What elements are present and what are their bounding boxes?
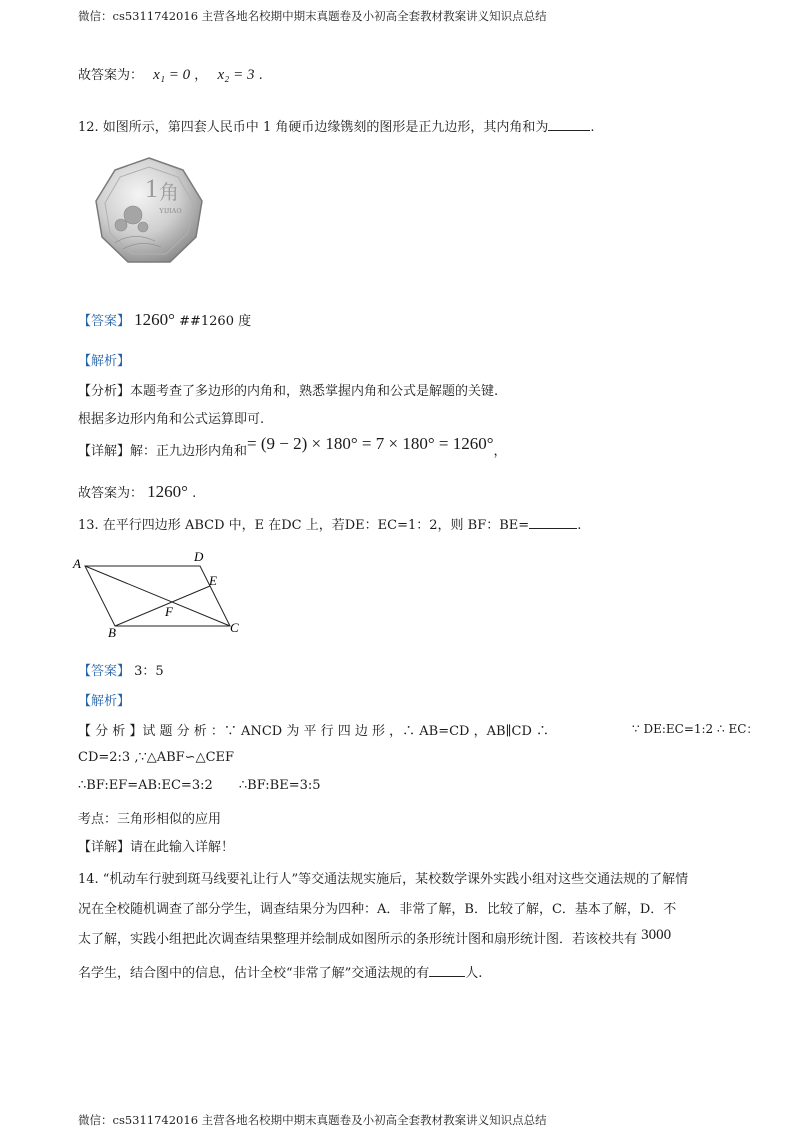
q13-detail: 【详解】请在此输入详解！ [78,840,235,855]
q13-line1: 【 分 析 】试 题 分 析 ：∵ ANCD 为 平 行 四 边 形 ，∴ AB=CD ，AB∥CD ∴ [78,724,550,739]
q14-line1: 14. “机动车行驶到斑马线要礼让行人”等交通法规实施后，某校数学课外实践小组对这些交通法规的了解情 [78,872,689,887]
coin-image [93,155,205,267]
q12-end: . [590,120,595,135]
q12-text: 12. 如图所示，第四套人民币中 1 角硬币边缘镌刻的图形是正九边形，其内角和为 [78,120,549,135]
label-e: E [209,573,217,588]
q14-line4-text: 名学生，结合图中的信息，估计全校“非常了解”交通法规的有 [78,966,430,981]
q12-question [78,116,594,135]
prev-answer-x2: x₂ = 3 [217,67,255,83]
prev-answer-end: . [258,68,263,83]
q13-line1-right: ∵ DE:EC=1:2 ∴ EC： [632,722,759,736]
q13-question [78,514,581,533]
q13-text: 13. 在平行四边形 ABCD 中，E 在DC 上，若DE：EC=1：2，则 BF：BE= [78,518,530,533]
q12-conclusion-end: . [192,486,197,501]
q12-conclusion-prefix: 故答案为： [78,486,144,501]
q13-analysis-tag: 【解析】 [78,694,131,709]
q12-answer-blank[interactable] [548,118,590,131]
q12-detail-line [78,434,507,460]
q13-line3 [78,778,321,793]
q12-answer-line [78,310,251,330]
q13-answer-tag: 【答案】 [78,664,131,679]
q13-line2: CD=2:3 ,∵△ABF∽△CEF [78,750,235,765]
q13-answer-value: 3：5 [134,664,164,679]
label-c: C [230,620,239,635]
label-a: A [73,556,81,571]
q13-answer-blank[interactable] [529,516,577,529]
label-b: B [108,625,116,640]
prev-answer-sep: ， [194,68,208,83]
q14-answer-blank[interactable] [429,964,465,977]
q12-conclusion-value: 1260° [147,482,188,501]
parallelogram-figure [70,548,245,640]
q13-kaodian: 考点：三角形相似的应用 [78,812,222,827]
coin-pinyin: YIJIAO [159,207,182,215]
q14-line2: 况在全校随机调查了部分学生，调查结果分为四种：A．非常了解，B．比较了解，C．基本了解，D．不 [78,902,677,917]
q13-end: . [577,518,582,533]
page-footer: 微信：cs5311742016 主营各地名校期中期末真题卷及小初高全套教材教案讲义知识点总结 [78,1113,547,1127]
q12-conclusion [78,482,196,502]
q14-line4-end: 人. [465,966,483,981]
q12-fenxi: 【分析】本题考查了多边形的内角和，熟悉掌握内角和公式是解题的关键. [78,384,499,399]
coin-number: 1 [145,174,158,203]
coin-figure [93,155,205,267]
page-header: 微信：cs5311742016 主营各地名校期中期末真题卷及小初高全套教材教案讲义知识点总结 [78,9,547,23]
parallelogram-svg [70,548,245,640]
q13-line3b: ∴BF:BE=3:5 [238,778,321,793]
prev-answer-prefix: 故答案为： [78,68,144,83]
q14-line3-text: 太了解，实践小组把此次调查结果整理并绘制成如图所示的条形统计图和扇形统计图．若该校共有 [78,932,638,947]
q13-answer-line [78,660,164,679]
q14-line4 [78,962,482,981]
prev-answer-x1: x₁ = 0 [153,67,191,83]
q12-answer-value: 1260° [134,310,175,329]
label-f: F [165,604,173,619]
q12-detail-end: ， [493,444,507,459]
q12-analysis-tag: 【解析】 [78,354,131,369]
segment-be [115,586,210,626]
q14-line3-num: 3000 [641,927,672,943]
label-d: D [194,549,204,564]
q14-line3 [78,928,671,948]
q12-answer-tag: 【答案】 [78,314,131,329]
prev-answer-line [78,64,263,84]
q12-answer-alt: ##1260 度 [179,314,252,329]
q12-detail-prefix: 【详解】解：正九边形内角和 [78,444,248,459]
q13-line3a: ∴BF:EF=AB:EC=3:2 [78,778,213,793]
coin-character: 角 [159,182,179,204]
q12-detail-math: = (9 − 2) × 180° = 7 × 180° = 1260° [247,434,494,453]
q12-fenxi2: 根据多边形内角和公式运算即可. [78,412,265,427]
